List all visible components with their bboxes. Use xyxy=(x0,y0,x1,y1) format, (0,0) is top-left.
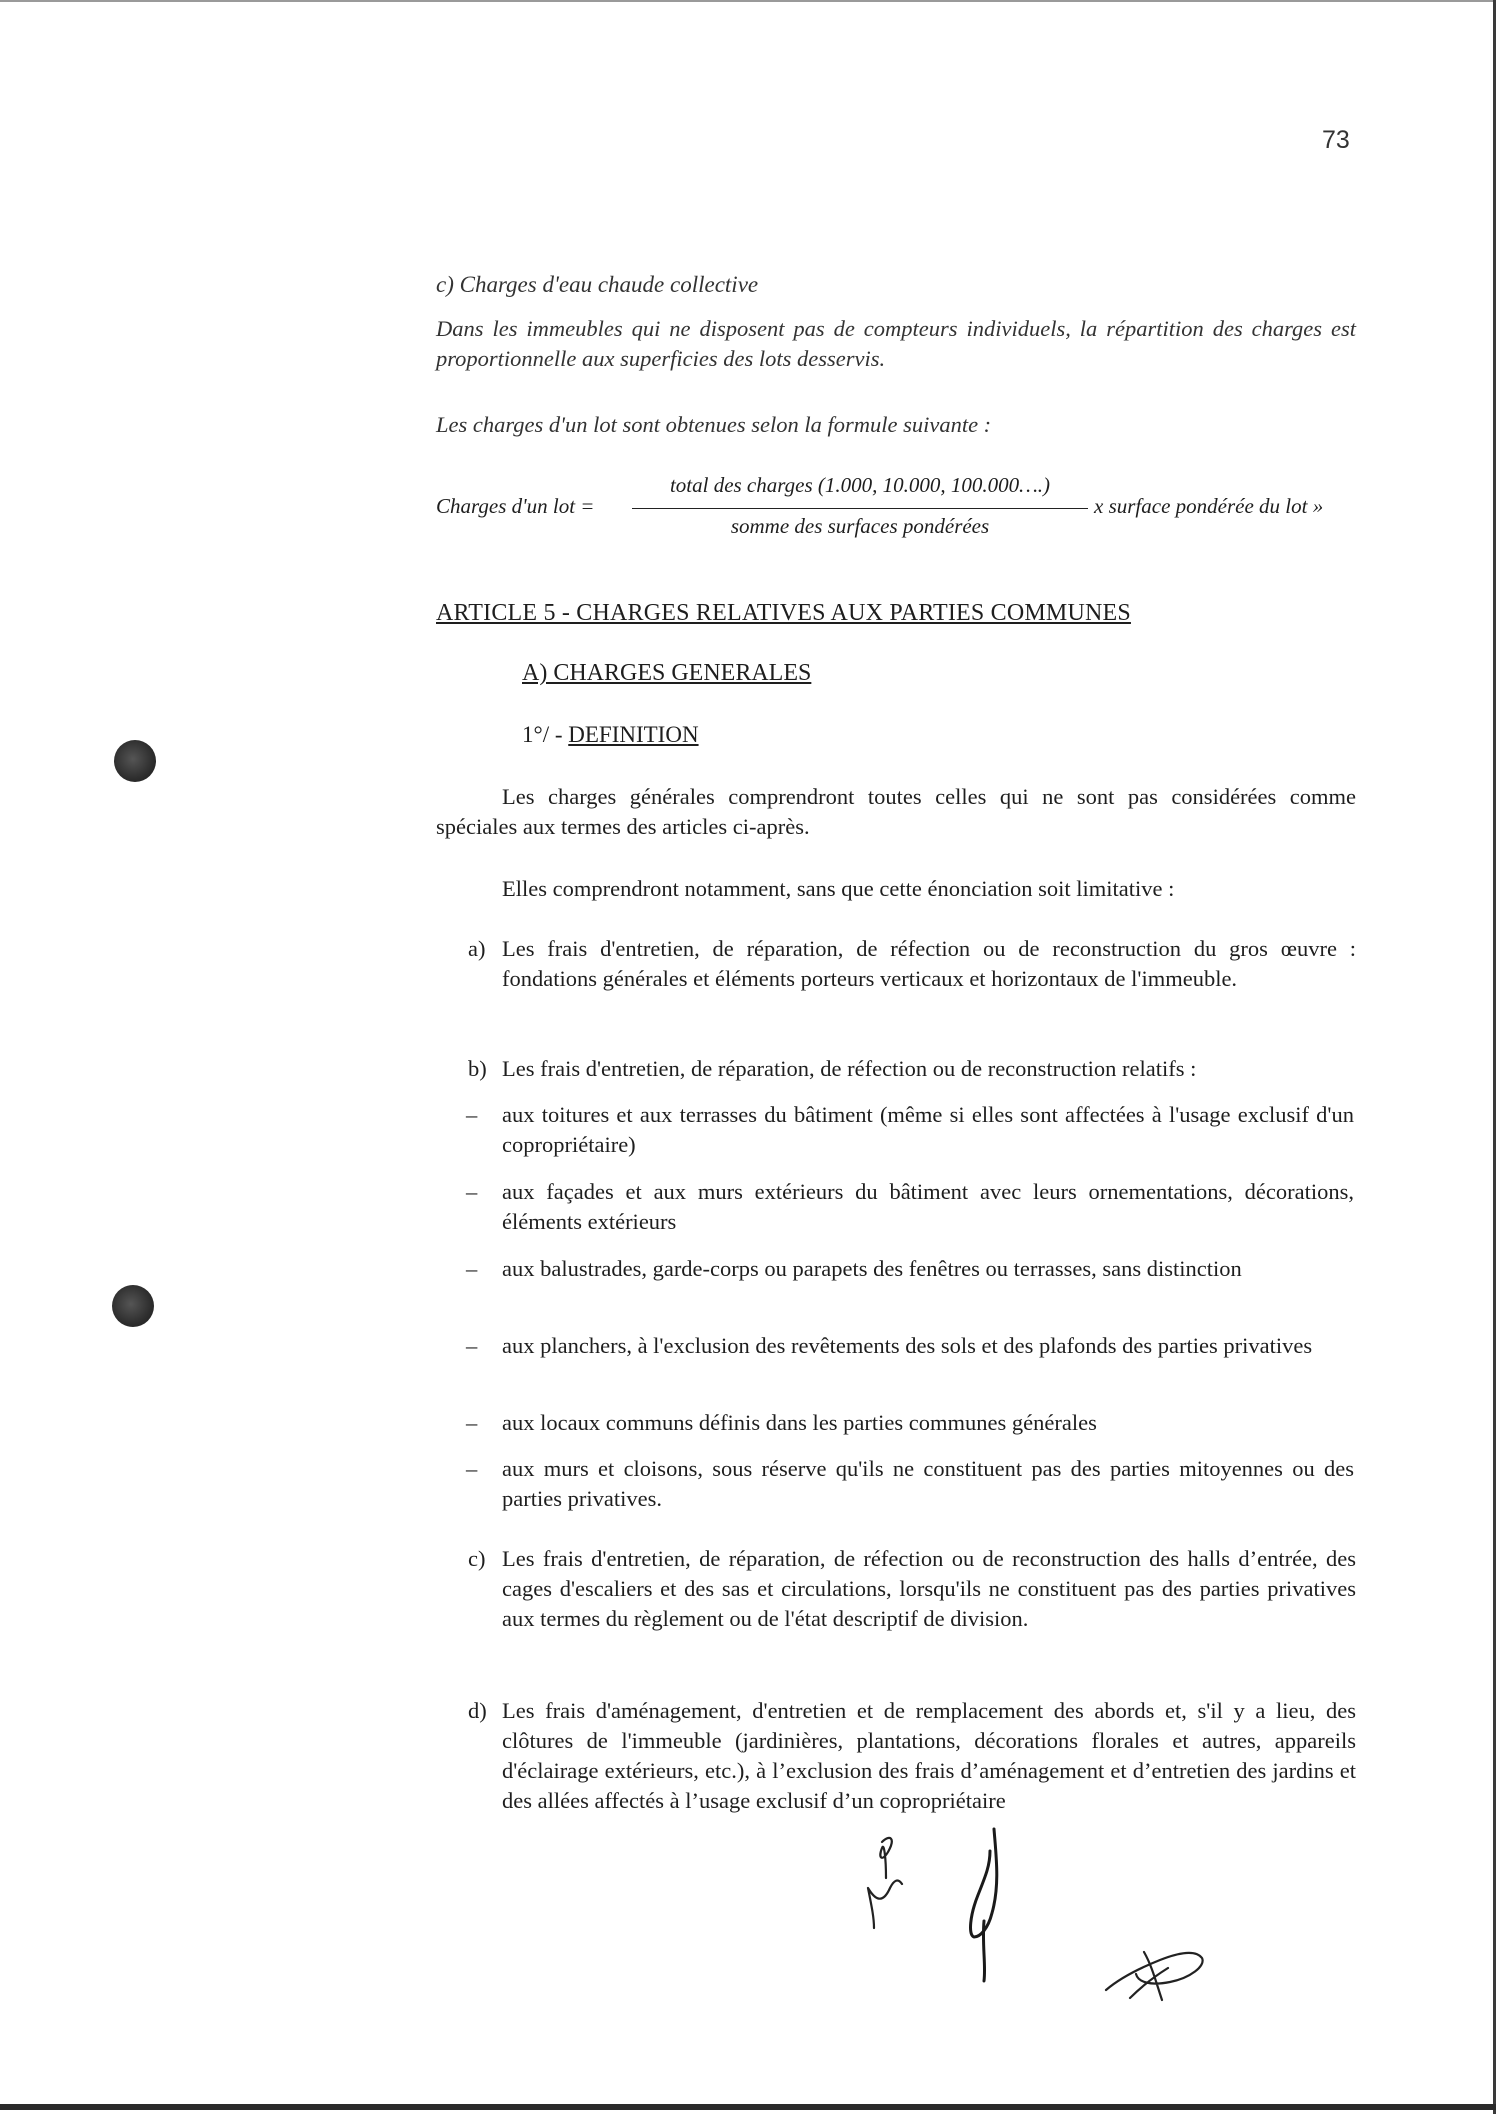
formula-numerator: total des charges (1.000, 10.000, 100.000….) xyxy=(669,473,1051,497)
water-section xyxy=(436,270,1356,440)
list-text: aux balustrades, garde-corps ou parapets des fenêtres ou terrasses, sans distinction xyxy=(502,1256,1242,1281)
article-intro xyxy=(436,782,1356,842)
list-text: aux façades et aux murs extérieurs du bâtiment avec leurs ornementations, décorations, éléments extérieurs xyxy=(502,1179,1354,1234)
page-bottom-edge xyxy=(0,2104,1496,2110)
page-top-edge xyxy=(0,0,1496,2)
definition-prefix: 1°/ - xyxy=(522,722,569,747)
list-item xyxy=(466,1331,1354,1361)
list-marker: – xyxy=(466,1256,478,1281)
list-text: aux planchers, à l'exclusion des revêtements des sols et des plafonds des parties privatives xyxy=(502,1333,1313,1358)
article-intro-2 xyxy=(436,874,1356,904)
article-title: ARTICLE 5 - CHARGES RELATIVES AUX PARTIES COMMUNES xyxy=(436,600,1131,626)
list-marker: – xyxy=(466,1102,478,1127)
list-marker: a) xyxy=(468,936,486,961)
list-text: aux locaux communs définis dans les parties communes générales xyxy=(502,1410,1097,1435)
list-item xyxy=(466,1254,1354,1284)
formula-fraction-bar xyxy=(632,508,1088,509)
list-item xyxy=(468,1696,1356,1816)
list-item xyxy=(466,1100,1354,1160)
water-paragraph: Dans les immeubles qui ne disposent pas de compteurs individuels, la répartition des charges est proportionnelle aux superficies des lots desservis. xyxy=(436,316,1356,371)
list-item xyxy=(468,934,1356,994)
list-marker: – xyxy=(466,1179,478,1204)
handwritten-signature-stroke xyxy=(960,1825,1010,1985)
list-marker: d) xyxy=(468,1698,487,1723)
list-text: aux toitures et aux terrasses du bâtiment (même si elles sont affectées à l'usage exclusif d'un copropriétaire) xyxy=(502,1102,1354,1157)
formula-denominator: somme des surfaces pondérées xyxy=(730,514,990,538)
list-item xyxy=(468,1054,1356,1084)
page-number: 73 xyxy=(1322,126,1350,154)
list-marker: – xyxy=(466,1410,478,1435)
list-marker: c) xyxy=(468,1546,486,1571)
formula-intro: Les charges d'un lot sont obtenues selon la formule suivante : xyxy=(436,412,992,437)
list-item xyxy=(466,1408,1354,1438)
list-item xyxy=(468,1544,1356,1634)
formula-rhs: x surface pondérée du lot » xyxy=(1094,494,1324,518)
list-marker: b) xyxy=(468,1056,487,1081)
list-text: Les frais d'entretien, de réparation, de réfection ou de reconstruction du gros œuvre : fondations générales et éléments porteurs verticaux et horizontaux de l'immeuble. xyxy=(502,936,1356,991)
handwritten-initial-2 xyxy=(1100,1938,1210,2008)
list-marker: – xyxy=(466,1456,478,1481)
water-heading: c) Charges d'eau chaude collective xyxy=(436,272,759,297)
charges-formula xyxy=(436,473,1356,546)
list-text: Les frais d'aménagement, d'entretien et de remplacement des abords et, s'il y a lieu, des clôtures de l'immeuble (jardinières, plantations, décorations florales et autres, appareils d'éclairage extérieurs, etc.), à l’exclusion des frais d’aménagement et d’entretien des jardins et des allées affectés à l’usage exclusif d’un copropriétaire xyxy=(502,1698,1356,1813)
intro-paragraph-2: Elles comprendront notamment, sans que cette énonciation soit limitative : xyxy=(502,876,1175,901)
definition-heading xyxy=(522,722,699,748)
list-marker: – xyxy=(466,1333,478,1358)
list-text: Les frais d'entretien, de réparation, de réfection ou de reconstruction des halls d’entrée, des cages d'escaliers et des sas et circulations, lorsqu'ils ne constituent pas des parties privatives aux termes du règlement ou de l'état descriptif de division. xyxy=(502,1546,1356,1631)
list-item xyxy=(466,1177,1354,1237)
section-title: A) CHARGES GENERALES xyxy=(522,660,812,686)
list-text: aux murs et cloisons, sous réserve qu'ils ne constituent pas des parties mitoyennes ou des parties privatives. xyxy=(502,1456,1354,1511)
handwritten-initial-1 xyxy=(860,1828,910,1938)
list-item xyxy=(466,1454,1354,1514)
list-text: Les frais d'entretien, de réparation, de réfection ou de reconstruction relatifs : xyxy=(502,1056,1197,1081)
punch-hole-bottom xyxy=(112,1285,154,1327)
intro-paragraph: Les charges générales comprendront toutes celles qui ne sont pas considérées comme spéciales aux termes des articles ci-après. xyxy=(436,784,1356,839)
formula-lhs: Charges d'un lot = xyxy=(436,494,595,518)
definition-title: DEFINITION xyxy=(568,722,699,747)
punch-hole-top xyxy=(114,740,156,782)
